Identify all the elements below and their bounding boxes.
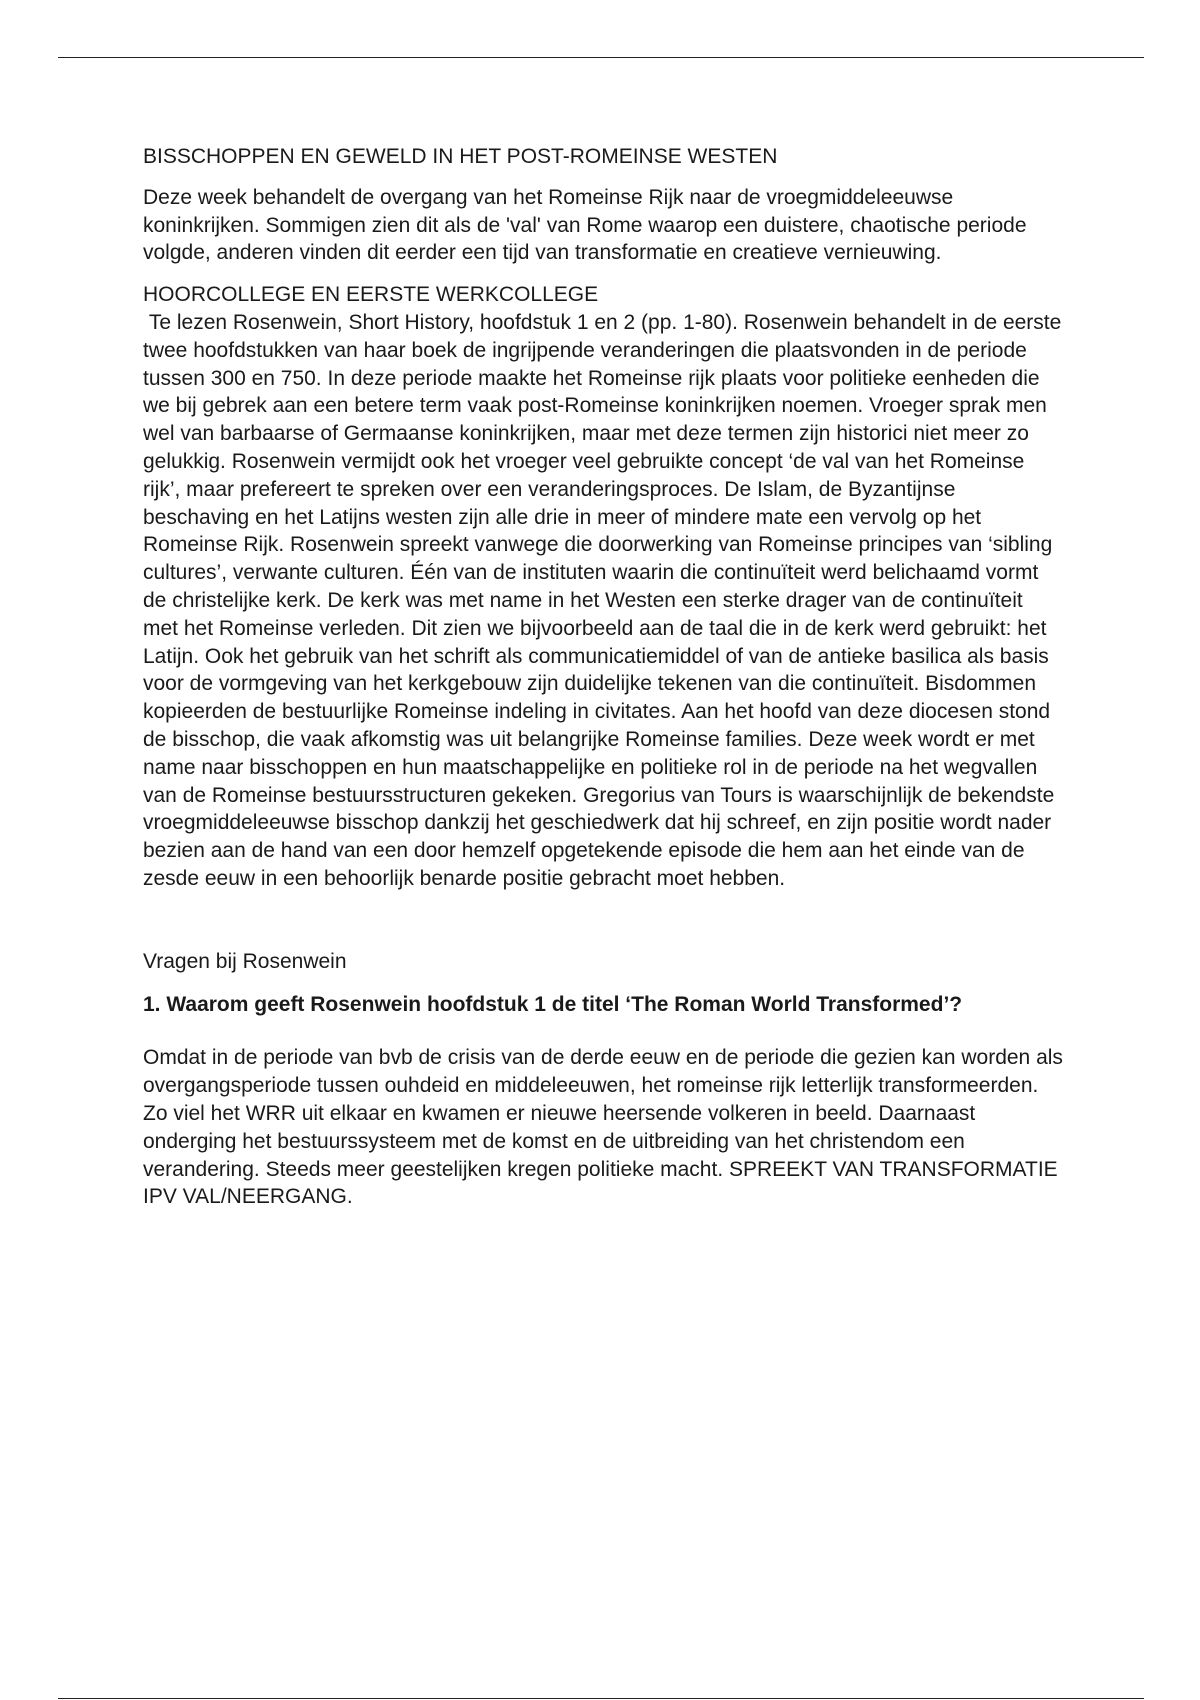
lecture-heading: HOORCOLLEGE EN EERSTE WERKCOLLEGE: [143, 283, 599, 307]
question-1: 1. Waarom geeft Rosenwein hoofdstuk 1 de titel ‘The Roman World Transformed’?: [143, 992, 963, 1016]
lecture-paragraph: Te lezen Rosenwein, Short History, hoofdstuk 1 en 2 (pp. 1-80). Rosenwein behandelt in de eerste twee hoofdstukken van haar boek de ingrijpende veranderingen die plaatsvonden in de periode tussen 300 en 750. In deze periode maakte het Romeinse rijk plaats voor politieke eenheden die we bij gebrek aan een betere term vaak post-Romeinse koninkrijken noemen. Vroeger sprak men wel van barbaarse of Germaanse koninkrijken, maar met deze termen zijn historici niet meer zo gelukkig. Rosenwein vermijdt ook het vroeger veel gebruikte concept ‘de val van het Romeinse rijk’, maar prefereert te spreken over een veranderingsproces. De Islam, de Byzantijnse beschaving en het Latijns westen zijn alle drie in meer of mindere mate een vervolg op het Romeinse Rijk. Rosenwein spreekt vanwege die doorwerking van Romeinse principes van ‘sibling cultures’, verwante culturen. Één van de instituten waarin die continuïteit werd belichaamd vormt de christelijke kerk. De kerk was met name in het Westen een sterke drager van de continuïteit met het Romeinse verleden. Dit zien we bijvoorbeeld aan de taal die in de kerk werd gebruikt: het Latijn. Ook het gebruik van het schrift als communicatiemiddel of van de antieke basilica als basis voor de vormgeving van het kerkgebouw zijn duidelijke tekenen van die continuïteit. Bisdommen kopieerden de bestuurlijke Romeinse indeling in civitates. Aan het hoofd van deze diocesen stond de bisschop, die vaak afkomstig was uit belangrijke Romeinse families. Deze week wordt er met name naar bisschoppen en hun maatschappelijke en politieke rol in de periode na het wegvallen van de Romeinse bestuursstructuren gekeken. Gregorius van Tours is waarschijnlijk de bekendste vroegmiddeleeuwse bisschop dankzij het geschiedwerk dat hij schreef, en zijn positie wordt nader bezien aan de hand van een door hemzelf opgetekende episode die hem aan het einde van de zesde eeuw in een behoorlijk benarde positie gebracht moet hebben.: [143, 310, 1068, 890]
document-body: [143, 143, 1068, 1211]
document-title: BISSCHOPPEN EN GEWELD IN HET POST-ROMEINSE WESTEN: [143, 145, 778, 168]
answer-1: Omdat in de periode van bvb de crisis van de derde eeuw en de periode die gezien kan worden als overgangsperiode tussen ouhdeid en middeleeuwen, het romeinse rijk letterlijk transformeerden. Zo viel het WRR uit elkaar en kwamen er nieuwe heersende volkeren in beeld. Daarnaast onderging het bestuurssysteem met de komst en de uitbreiding van het christendom een verandering. Steeds meer geestelijken kregen politieke macht. SPREEKT VAN TRANSFORMATIE IPV VAL/NEERGANG.: [143, 1046, 1063, 1209]
intro-paragraph: Deze week behandelt de overgang van het Romeinse Rijk naar de vroegmiddeleeuwse koninkrijken. Sommigen zien dit als de 'val' van Rome waarop een duistere, chaotische periode volgde, anderen vinden dit eerder een tijd van transformatie en creatieve vernieuwing.: [143, 185, 1027, 265]
top-rule: [58, 57, 1144, 58]
questions-heading: Vragen bij Rosenwein: [143, 949, 347, 973]
bottom-rule: [58, 1698, 1144, 1699]
